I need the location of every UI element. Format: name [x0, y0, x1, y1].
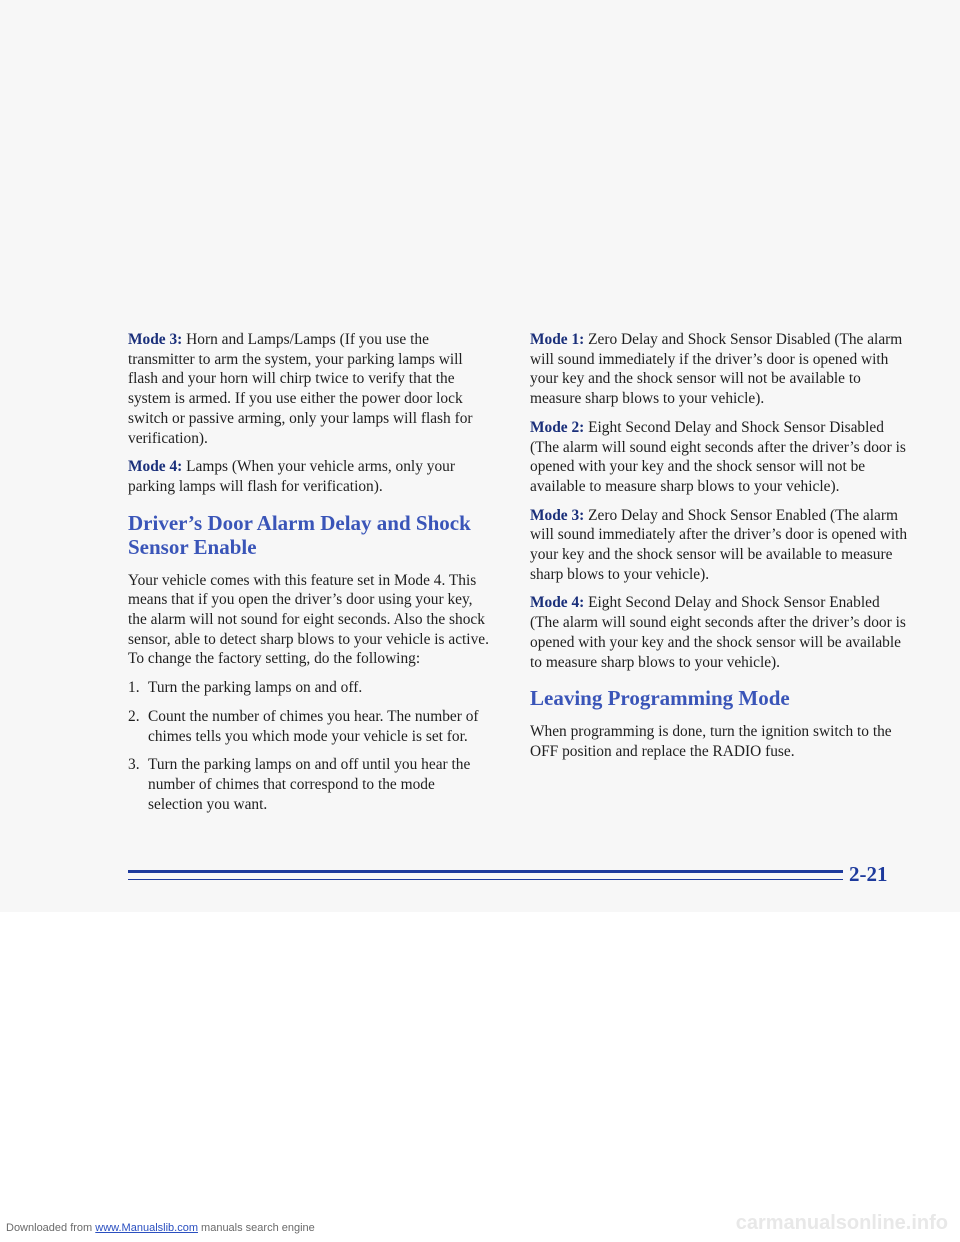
step-item — [128, 755, 490, 814]
mode4-enabled-label: Mode 4: — [530, 594, 585, 612]
step-text: Turn the parking lamps on and off. — [148, 679, 363, 697]
section-heading-alarm-delay: Driver’s Door Alarm Delay and Shock Sensor Enable — [128, 510, 471, 559]
intro-paragraph: Your vehicle comes with this feature set in Mode 4. This means that if you open the driver’s door using your key, the alarm will not sound for eight seconds. Also the shock sensor, able to detect sharp blows to your vehicle is active. To change the factory setting, do the following: — [128, 571, 489, 668]
manualslib-link[interactable]: www.Manualslib.com — [95, 1222, 198, 1234]
mode3-text: Horn and Lamps/Lamps (If you use the transmitter to arm the system, your parking lamps will flash and your horn will chirp twice to verify that the system is armed. If you use either the power door lock switch or passive arming, only your lamps will flash for verification). — [128, 331, 473, 447]
mode3-enabled-label: Mode 3: — [530, 506, 585, 524]
mode2-text: Eight Second Delay and Shock Sensor Disabled (The alarm will sound eight seconds after the driver’s door is opened with your key and the shock sensor will not be available to measure sharp blows to your vehicle). — [530, 418, 906, 495]
mode1-text: Zero Delay and Shock Sensor Disabled (The alarm will sound immediately if the driver’s door is opened with your key and the shock sensor will not be available to measure sharp blows to your vehicle). — [530, 331, 903, 408]
step-text: Count the number of chimes you hear. The number of chimes tells you which mode your vehicle is set for. — [148, 707, 479, 745]
page-number: 2-21 — [849, 862, 888, 886]
mode3-enabled-text: Zero Delay and Shock Sensor Enabled (The alarm will sound immediately after the driver’s door is opened with your key and the shock sensor will be available to measure sharp blows to your vehicle). — [530, 506, 908, 583]
step-text: Turn the parking lamps on and off until you hear the number of chimes that correspond to the mode selection you want. — [148, 756, 471, 813]
footer-rule-thick — [128, 870, 843, 873]
step-number: 2. — [128, 707, 140, 725]
steps-list — [128, 678, 490, 814]
footer-suffix: manuals search engine — [197, 1222, 315, 1234]
footer-prefix: Downloaded from — [6, 1222, 96, 1234]
mode3-paragraph — [128, 330, 490, 448]
right-column — [530, 330, 908, 771]
mode4-text: Lamps (When your vehicle arms, only your parking lamps will flash for verification). — [128, 458, 455, 495]
step-item — [128, 707, 490, 746]
mode1-paragraph — [530, 330, 908, 409]
mode3-label: Mode 3: — [128, 331, 183, 348]
mode4-enabled-text: Eight Second Delay and Shock Sensor Enabled (The alarm will sound eight seconds after the driver’s door is opened with your key and the shock sensor will be available to measure sharp blows to your vehicle). — [530, 594, 906, 671]
section-heading-leaving-programming: Leaving Programming Mode — [530, 686, 790, 711]
mode4-enabled-paragraph — [530, 593, 908, 672]
step-item — [128, 678, 490, 698]
mode2-paragraph — [530, 418, 908, 497]
download-footer — [6, 1222, 315, 1234]
mode1-label: Mode 1: — [530, 331, 585, 348]
mode2-label: Mode 2: — [530, 418, 585, 436]
mode3-enabled-paragraph — [530, 506, 908, 585]
footer-rule-thin — [128, 879, 843, 880]
left-column — [128, 330, 490, 823]
closing-paragraph: When programming is done, turn the ignition switch to the OFF position and replace the RADIO fuse. — [530, 723, 892, 760]
step-number: 3. — [128, 756, 140, 774]
step-number: 1. — [128, 679, 140, 697]
watermark-logo: carmanualsonline.info — [735, 1212, 948, 1234]
mode4-paragraph — [128, 457, 490, 496]
mode4-label: Mode 4: — [128, 458, 183, 476]
